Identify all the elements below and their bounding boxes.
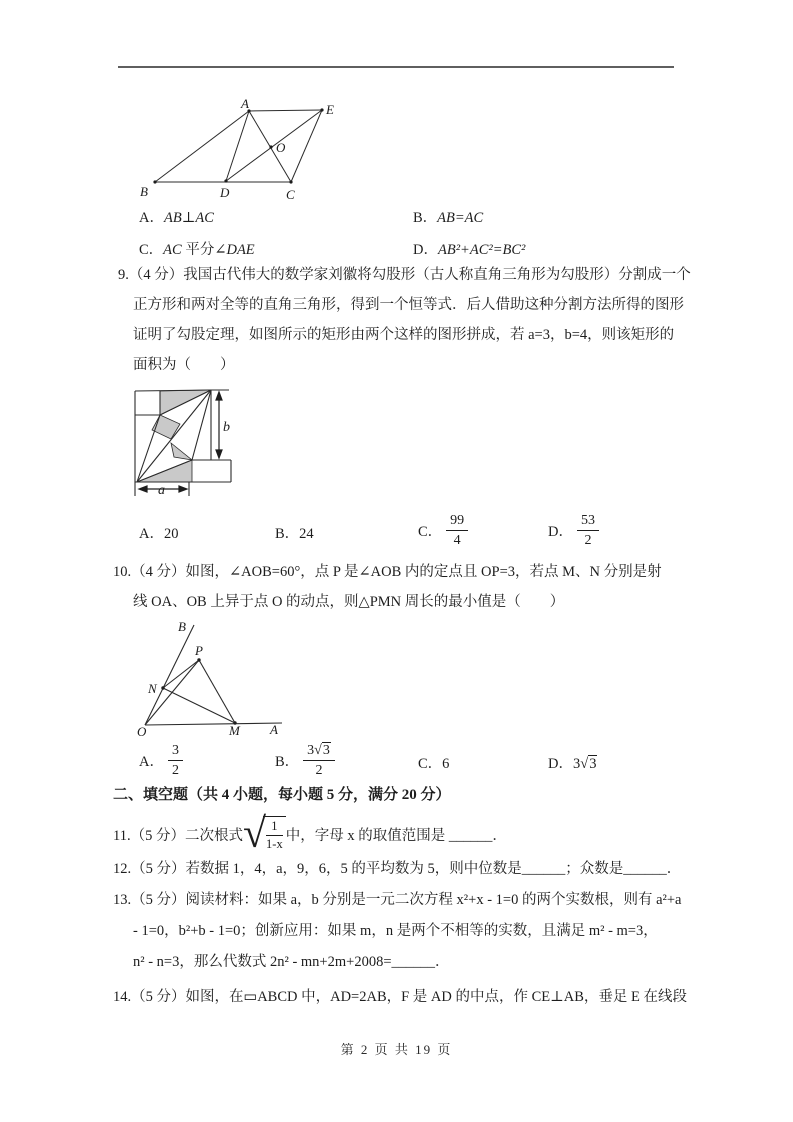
q13-stem-line2: - 1=0，b²+b - 1=0；创新应用：如果 m，n 是两个不相等的实数，且满足 m² - m=3， <box>133 923 658 939</box>
q8-option-c <box>139 238 255 259</box>
q9-option-a-value: 20 <box>163 526 179 542</box>
q10-option-c-value: 6 <box>442 756 450 772</box>
q9-option-b <box>275 522 314 543</box>
q8-option-c-post: ∠DAE <box>214 242 255 258</box>
q10-option-b <box>275 738 335 782</box>
q11-fraction <box>266 819 283 852</box>
q9-stem-line2: 正方形和两对全等的直角三角形，得到一个恒等式．后人借助这种分割方法所得的图形 <box>133 297 684 313</box>
q10-option-c <box>418 752 449 773</box>
q10-option-d-coef: 3 <box>572 756 581 772</box>
q12-stem: 12.（5 分）若数据 1，4，a，9，6，5 的平均数为 5，则中位数是______；众数是______． <box>113 861 682 877</box>
q10-option-a <box>139 738 183 782</box>
page-footer: 第 2 页 共 19 页 <box>340 1042 453 1057</box>
q10-option-b-num-coef: 3 <box>307 742 315 758</box>
q8-option-b-key: B． <box>413 210 438 226</box>
q9-option-a-key: A． <box>139 526 164 542</box>
q9-option-c-num: 99 <box>446 512 468 531</box>
q8-option-d <box>413 238 525 259</box>
q9-option-d-num: 53 <box>577 512 599 531</box>
q8-option-d-text: AB²+AC²=BC² <box>437 242 526 258</box>
q8-option-a <box>139 206 214 227</box>
q10-option-b-radicand: 3 <box>322 742 330 758</box>
q10-option-b-radical: √3 <box>314 742 330 758</box>
q8-label-O: O <box>276 140 286 155</box>
q10-option-b-fraction <box>303 742 335 779</box>
q10-option-d <box>548 752 597 773</box>
q8-option-c-key: C． <box>139 242 164 258</box>
q11-suffix: 中，字母 x 的取值范围是 ______． <box>285 827 507 844</box>
q9-option-d-key: D． <box>548 523 573 540</box>
header-rule <box>118 66 674 68</box>
q9-option-c <box>418 508 468 552</box>
q9-option-a <box>139 522 178 543</box>
q9-option-b-key: B． <box>275 526 300 542</box>
q9-stem-line3: 证明了勾股定理，如图所示的矩形由两个这样的图形拼成，若 a=3，b=4，则该矩形的 <box>133 327 675 343</box>
q8-option-c-mid: 平分 <box>185 242 215 258</box>
q8-option-a-text: AB⊥AC <box>163 210 214 226</box>
q10-option-a-fraction <box>168 742 183 779</box>
q8-label-A: A <box>241 96 249 111</box>
q8-option-a-key: A． <box>139 210 164 226</box>
q8-label-E: E <box>326 102 334 117</box>
q8-option-c-pre: AC <box>163 242 186 258</box>
q8-option-d-key: D． <box>413 242 438 258</box>
q8-label-C: C <box>286 187 295 202</box>
q10-label-B: B <box>178 619 186 634</box>
q9-option-b-value: 24 <box>299 526 314 542</box>
q11-prefix: 11.（5 分）二次根式 <box>113 827 243 844</box>
q11-fraction-num: 1 <box>266 819 283 836</box>
q9-label-b: b <box>223 420 230 435</box>
q10-option-c-key: C． <box>418 756 443 772</box>
q8-option-b <box>413 206 483 227</box>
q9-figure <box>125 383 240 503</box>
q10-option-d-radicand: 3 <box>589 756 597 772</box>
q13-stem-line3: n² - n=3，那么代数式 2n² - mn+2m+2008=______． <box>133 954 450 970</box>
q8-label-B: B <box>140 184 148 199</box>
q10-option-a-num: 3 <box>168 742 183 761</box>
q10-option-b-num <box>303 742 335 761</box>
q8-figure <box>120 95 350 207</box>
q9-label-a: a <box>158 483 165 498</box>
q10-option-b-key: B． <box>275 753 300 770</box>
q9-stem-line4: 面积为（ ） <box>133 357 235 373</box>
q11-radical-body <box>263 816 286 853</box>
q10-label-O: O <box>137 724 147 738</box>
q10-figure <box>130 616 290 738</box>
q10-option-b-den: 2 <box>315 762 323 778</box>
q8-option-b-text: AB=AC <box>437 210 484 226</box>
q9-option-d-fraction <box>577 512 599 549</box>
q10-label-N: N <box>148 681 157 696</box>
q9-option-c-fraction <box>446 512 468 549</box>
q10-option-d-radical: √3 <box>580 756 597 772</box>
q10-label-A: A <box>270 722 278 737</box>
q9-option-d-den: 2 <box>584 532 592 548</box>
q9-option-c-key: C． <box>418 523 443 540</box>
q8-label-D: D <box>220 185 230 200</box>
q10-option-d-key: D． <box>548 756 573 772</box>
q11-radical-sign: √ <box>242 811 267 857</box>
q9-stem-line1: 9.（4 分）我国古代伟大的数学家刘徽将勾股形（古人称直角三角形为勾股形）分割成一个 <box>118 267 691 283</box>
q10-stem-line1: 10.（4 分）如图，∠AOB=60°，点 P 是∠AOB 内的定点且 OP=3，若点 M、N 分别是射 <box>113 564 662 580</box>
q10-option-a-key: A． <box>139 753 164 770</box>
q11-stem <box>113 810 507 858</box>
section2-heading: 二、填空题（共 4 小题，每小题 5 分，满分 20 分） <box>113 787 451 803</box>
q10-label-M: M <box>229 723 240 738</box>
q9-option-d <box>548 508 599 552</box>
q9-option-c-den: 4 <box>453 532 461 548</box>
q10-label-P: P <box>195 643 203 658</box>
q14-stem-line1: 14.（5 分）如图，在▭ABCD 中，AD=2AB，F 是 AD 的中点，作 CE⊥AB，垂足 E 在线段 <box>113 989 688 1005</box>
q10-stem-line2: 线 OA、OB 上异于点 O 的动点，则△PMN 周长的最小值是（ ） <box>133 594 565 610</box>
q13-stem-line1: 13.（5 分）阅读材料：如果 a，b 分别是一元二次方程 x²+x - 1=0 的两个实数根，则有 a²+a <box>113 892 682 908</box>
q10-option-a-den: 2 <box>171 762 179 778</box>
q11-fraction-den: 1-x <box>266 836 283 851</box>
